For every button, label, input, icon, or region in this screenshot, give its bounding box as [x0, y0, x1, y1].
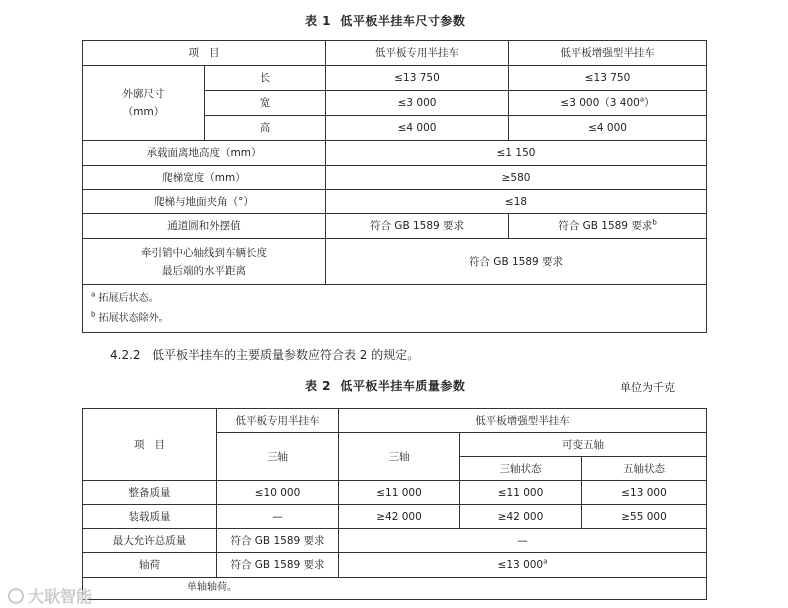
table1-kingpin-label [83, 239, 326, 285]
table1-note-b [91, 309, 706, 329]
table1-kingpin-label-line2: 最后端的水平距离 [162, 264, 246, 277]
table1-note-b-sup: b [91, 310, 96, 319]
table2-note [83, 578, 707, 600]
table1-notes [83, 285, 707, 333]
table1-turning-v2-sup: b [652, 218, 657, 227]
table2-axle-v2-text: ≤13 000 [497, 559, 544, 571]
table2-header-state3: 三轴状态 [460, 457, 582, 481]
table1-height-v2: ≤4 000 [509, 116, 707, 141]
table1-group-outline-dims: 外廓尺寸 （mm） [83, 66, 205, 141]
table1-height-v1: ≤4 000 [326, 116, 509, 141]
table2-curb-v2: ≤11 000 [339, 481, 460, 505]
table2-axle-label: 轴荷 [83, 553, 217, 578]
watermark-text: 大耿智能 [28, 587, 93, 606]
table1-kingpin-label-line1: 牵引销中心轴线到车辆长度 [141, 246, 267, 259]
table1-deck-height-label: 承载面离地高度（mm） [83, 141, 326, 166]
table1-height-label: 高 [205, 116, 326, 141]
table2-title: 表 2 低平板半挂车质量参数 [305, 379, 466, 393]
table1-note-b-text: 拓展状态除外。 [95, 313, 169, 324]
watermark [8, 584, 92, 607]
table2-header-state5: 五轴状态 [582, 457, 707, 481]
table2-axle-v2 [339, 553, 707, 578]
table2-gross-v1: 符合 GB 1589 要求 [217, 529, 339, 553]
table2-curb-v1: ≤10 000 [217, 481, 339, 505]
table1-turning-v2-text: 符合 GB 1589 要求 [558, 220, 653, 232]
table1-width-v2 [509, 91, 707, 116]
table2-gross-label: 最大允许总质量 [83, 529, 217, 553]
table2-curb-v4: ≤13 000 [582, 481, 707, 505]
table2-header-col2-group: 低平板增强型半挂车 [339, 409, 707, 433]
table1-header-item: 项 目 [83, 41, 326, 66]
table2-load-v2: ≥42 000 [339, 505, 460, 529]
table1-length-v2: ≤13 750 [509, 66, 707, 91]
table2-load-v3: ≥42 000 [460, 505, 582, 529]
table1 [82, 40, 707, 333]
table1-width-v2-text: ≤3 000（3 400 [560, 97, 640, 109]
table2-axle-v1: 符合 GB 1589 要求 [217, 553, 339, 578]
table2-curb-label: 整备质量 [83, 481, 217, 505]
table1-note-a-sup: a [91, 290, 96, 299]
table1-turning-label: 通道圆和外摆值 [83, 214, 326, 239]
table2-load-label: 装载质量 [83, 505, 217, 529]
table2-load-v4: ≥55 000 [582, 505, 707, 529]
table1-turning-v2 [509, 214, 707, 239]
table1-kingpin-value: 符合 GB 1589 要求 [326, 239, 707, 285]
table1-ramp-angle-label: 爬梯与地面夹角（°） [83, 190, 326, 214]
table2-header-three-axle: 三轴 [217, 433, 339, 481]
table2-unit: 单位为千克 [620, 381, 675, 394]
table1-ramp-angle-value: ≤18 [326, 190, 707, 214]
table1-note-a-text: 拓展后状态。 [95, 293, 159, 304]
table1-width-v2-sup: a [639, 95, 645, 104]
table1-length-label: 长 [205, 66, 326, 91]
table2 [82, 408, 707, 600]
table1-ramp-width-value: ≥580 [326, 166, 707, 190]
table1-deck-height-value: ≤1 150 [326, 141, 707, 166]
table2-gross-v2: — [339, 529, 707, 553]
table2-header-col1: 低平板专用半挂车 [217, 409, 339, 433]
table1-ramp-width-label: 爬梯宽度（mm） [83, 166, 326, 190]
table1-length-v1: ≤13 750 [326, 66, 509, 91]
table2-note-text: 单轴轴荷。 [187, 582, 237, 593]
table1-width-v2-end: ） [644, 97, 655, 109]
table1-width-label: 宽 [205, 91, 326, 116]
table1-width-v1: ≤3 000 [326, 91, 509, 116]
table1-header-col2: 低平板增强型半挂车 [509, 41, 707, 66]
table2-curb-v3: ≤11 000 [460, 481, 582, 505]
clause-4-2-2: 4.2.2 低平板半挂车的主要质量参数应符合表 2 的规定。 [110, 348, 420, 362]
table1-note-a [91, 289, 706, 309]
table1-title: 表 1 低平板半挂车尺寸参数 [305, 14, 466, 28]
table2-header-item: 项 目 [83, 409, 217, 481]
table1-header-col1: 低平板专用半挂车 [326, 41, 509, 66]
table1-turning-v1: 符合 GB 1589 要求 [326, 214, 509, 239]
table2-axle-v2-sup: a [543, 557, 548, 566]
table2-header-three-axle-b: 三轴 [339, 433, 460, 481]
table2-load-v1: — [217, 505, 339, 529]
table2-header-variable-five: 可变五轴 [460, 433, 707, 457]
watermark-logo-icon [8, 588, 24, 604]
